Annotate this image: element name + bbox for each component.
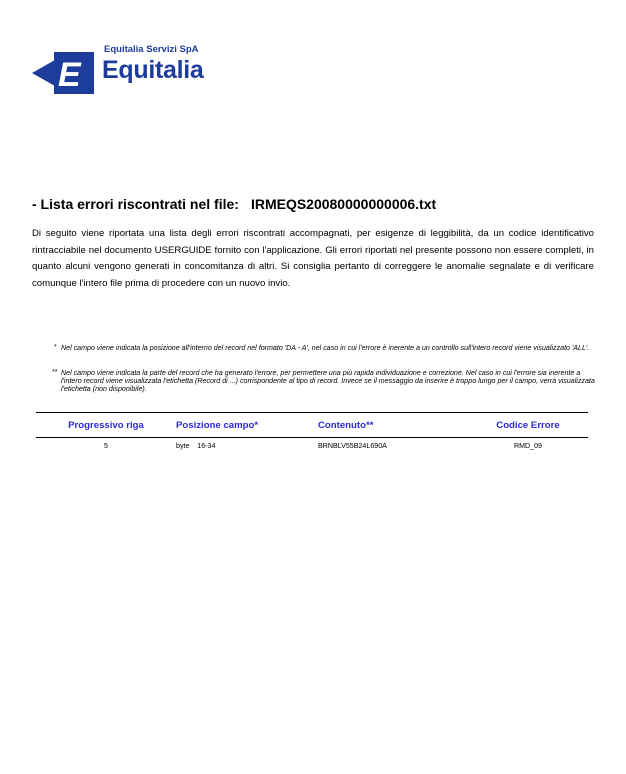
column-header-posizione: Posizione campo*	[176, 419, 259, 431]
brand-name: Equitalia	[102, 56, 204, 84]
cell-codice: RMD_09	[514, 442, 542, 450]
errors-table	[36, 412, 588, 453]
svg-text:E: E	[58, 56, 81, 94]
cell-contenuto: BRNBLV55B24L690A	[318, 442, 387, 450]
footnote-content	[52, 369, 596, 393]
equitalia-e-arrow-icon	[32, 48, 100, 98]
company-name: Equitalia Servizi SpA	[104, 44, 199, 55]
footnote-mark: **	[52, 368, 58, 376]
equitalia-logo	[32, 42, 232, 102]
footnote-position	[52, 344, 596, 352]
column-header-progressivo: Progressivo riga	[68, 419, 144, 431]
cell-posizione: byte 16-34	[176, 442, 216, 450]
title-prefix: - Lista errori riscontrati nel file:	[32, 196, 239, 212]
footnote-text: Nel campo viene indicata la posizione all'interno del record nel formato 'DA - A', nel caso in cui l'errore è inerente a un controllo sull'intero record viene visualizzato 'ALL'.	[61, 344, 590, 352]
column-header-contenuto: Contenuto**	[318, 419, 374, 431]
table-header	[36, 413, 588, 437]
footnote-mark: *	[54, 343, 57, 351]
intro-paragraph: Di seguito viene riportata una lista degli errori riscontrati accompagnati, per esigenze di leggibilità, da un codice identificativo rintracciabile nel documento USERGUIDE fornito con l'applicazione. Gli errori riportati nel presente possono non essere completi, in quanto alcuni vengono generati in concomitanza di altri. Si consiglia pertanto di correggere le anomalie segnalate e di verificare comunque l'intero file prima di procedere con un nuovo invio.	[32, 228, 594, 289]
cell-progressivo: 5	[104, 442, 108, 450]
file-name: IRMEQS20080000000006.txt	[250, 196, 437, 212]
table-header-rule	[36, 437, 588, 438]
page-title	[32, 196, 436, 212]
column-header-codice: Codice Errore	[496, 419, 560, 431]
footnote-text: Nel campo viene indicata la parte del record che ha generato l'errore, per permettere una più rapida individuazione e correzione. Nel caso in cui l'errore sia inerente a l'intero record viene visualizzata l'etichetta (Record di ...) corrispondente al tipo di record. Invece se il messaggio da inserire è troppo lungo per il campo, verrà visualizzata l'etichetta (non disponibile).	[61, 369, 595, 393]
table-row	[36, 439, 588, 453]
